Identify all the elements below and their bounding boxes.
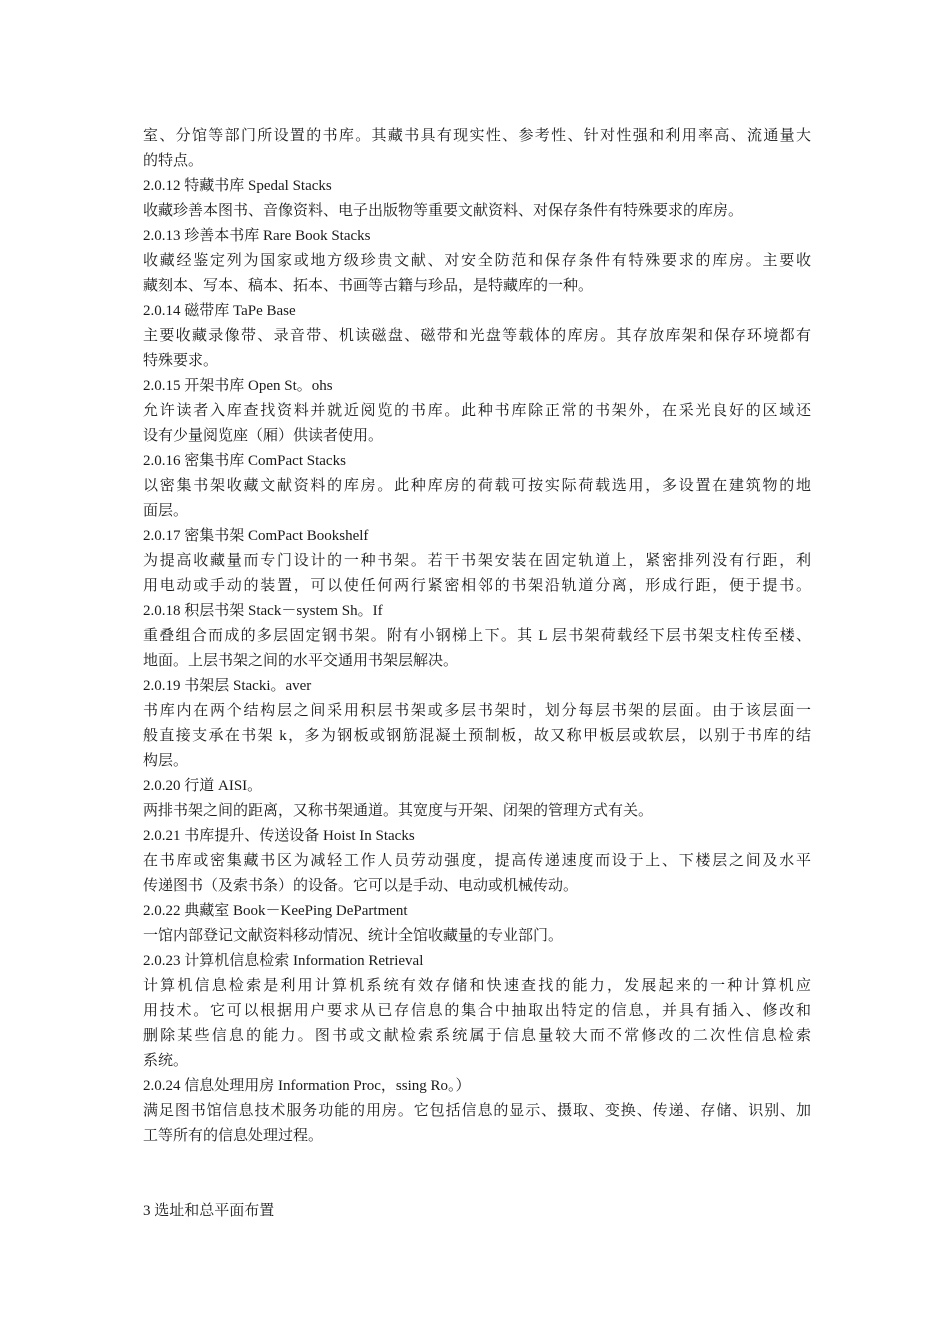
paragraph-line: 满足图书馆信息技术服务功能的用房。它包括信息的显示、摄取、变换、传递、存储、识别、加 bbox=[143, 1103, 811, 1119]
paragraph-line: 主要收藏录像带、录音带、机读磁盘、磁带和光盘等载体的库房。其存放库架和保存环境都有 bbox=[143, 328, 811, 344]
paragraph-line: 构层。 bbox=[143, 753, 189, 769]
paragraph-line: 允许读者入库查找资料并就近阅览的书库。此种书库除正常的书架外，在采光良好的区域还 bbox=[143, 403, 811, 419]
paragraph-line: 删除某些信息的能力。图书或文献检索系统属于信息量较大而不常修改的二次性信息检索 bbox=[143, 1028, 811, 1044]
paragraph-line: 系统。 bbox=[143, 1053, 189, 1069]
document-page bbox=[143, 124, 811, 1224]
paragraph-line: 的特点。 bbox=[143, 153, 204, 169]
paragraph-line: 两排书架之间的距离，又称书架通道。其宽度与开架、闭架的管理方式有关。 bbox=[143, 803, 654, 819]
term-heading: 2.0.18 积层书架 Stack－system Sh。If bbox=[143, 603, 383, 619]
term-heading: 2.0.22 典藏室 Book－KeePing DePartment bbox=[143, 903, 408, 919]
paragraph-line: 面层。 bbox=[143, 503, 189, 519]
term-heading: 2.0.13 珍善本书库 Rare Book Stacks bbox=[143, 228, 371, 244]
section-spacer bbox=[143, 1149, 811, 1199]
term-heading: 2.0.12 特藏书库 Spedal Stacks bbox=[143, 178, 332, 194]
paragraph-line: 特殊要求。 bbox=[143, 353, 219, 369]
term-heading: 2.0.19 书架层 Stacki。aver bbox=[143, 678, 312, 694]
paragraph-line: 地面。上层书架之间的水平交通用书架层解决。 bbox=[143, 653, 459, 669]
paragraph-line: 用电动或手动的装置，可以使任何两行紧密相邻的书架沿轨道分离，形成行距，便于提书。 bbox=[143, 578, 811, 594]
paragraph-line: 用技术。它可以根据用户要求从已存信息的集合中抽取出特定的信息，并具有插入、修改和 bbox=[143, 1003, 811, 1019]
paragraph-line: 以密集书架收藏文献资料的库房。此种库房的荷载可按实际荷载选用，多设置在建筑物的地 bbox=[143, 478, 811, 494]
paragraph-line: 工等所有的信息处理过程。 bbox=[143, 1128, 324, 1144]
term-heading: 2.0.20 行道 AISI。 bbox=[143, 778, 263, 794]
paragraph-line: 收藏经鉴定列为国家或地方级珍贵文献、对安全防范和保存条件有特殊要求的库房。主要收 bbox=[143, 253, 811, 269]
paragraph-line: 在书库或密集藏书区为减轻工作人员劳动强度，提高传递速度而设于上、下楼层之间及水平 bbox=[143, 853, 811, 869]
paragraph-line: 为提高收藏量而专门设计的一种书架。若干书架安装在固定轨道上，紧密排列没有行距，利 bbox=[143, 553, 811, 569]
term-heading: 2.0.17 密集书架 ComPact Bookshelf bbox=[143, 528, 369, 544]
term-heading: 2.0.23 计算机信息检索 Information Retrieval bbox=[143, 953, 424, 969]
paragraph-line: 书库内在两个结构层之间采用积层书架或多层书架时，划分每层书架的层面。由于该层面一 bbox=[143, 703, 811, 719]
term-heading: 2.0.14 磁带库 TaPe Base bbox=[143, 303, 296, 319]
paragraph-line: 计算机信息检索是利用计算机系统有效存储和快速查找的能力，发展起来的一种计算机应 bbox=[143, 978, 811, 994]
term-heading: 2.0.16 密集书库 ComPact Stacks bbox=[143, 453, 346, 469]
paragraph-line: 传递图书（及索书条）的设备。它可以是手动、电动或机械传动。 bbox=[143, 878, 579, 894]
section-heading: 3 选址和总平面布置 bbox=[143, 1203, 275, 1219]
paragraph-line: 重叠组合而成的多层固定钢书架。附有小钢梯上下。其 L 层书架荷载经下层书架支柱传至楼、 bbox=[143, 628, 811, 644]
paragraph-line: 设有少量阅览座（厢）供读者使用。 bbox=[143, 428, 384, 444]
paragraph-line: 室、分馆等部门所设置的书库。其藏书具有现实性、参考性、针对性强和利用率高、流通量大 bbox=[143, 128, 811, 144]
term-heading: 2.0.21 书库提升、传送设备 Hoist In Stacks bbox=[143, 828, 415, 844]
term-heading: 2.0.15 开架书库 Open St。ohs bbox=[143, 378, 333, 394]
paragraph-line: 般直接支承在书架 k，多为钢板或钢筋混凝土预制板，故又称甲板层或软层，以别于书库的结 bbox=[143, 728, 811, 744]
paragraph-line: 收藏珍善本图书、音像资料、电子出版物等重要文献资料、对保存条件有特殊要求的库房。 bbox=[143, 203, 744, 219]
paragraph-line: 一馆内部登记文献资料移动情况、统计全馆收藏量的专业部门。 bbox=[143, 928, 564, 944]
term-heading: 2.0.24 信息处理用房 Information Proc，ssing Ro。） bbox=[143, 1078, 471, 1094]
paragraph-line: 藏刻本、写本、稿本、拓本、书画等古籍与珍品，是特藏库的一种。 bbox=[143, 278, 594, 294]
document-body bbox=[143, 124, 811, 1149]
